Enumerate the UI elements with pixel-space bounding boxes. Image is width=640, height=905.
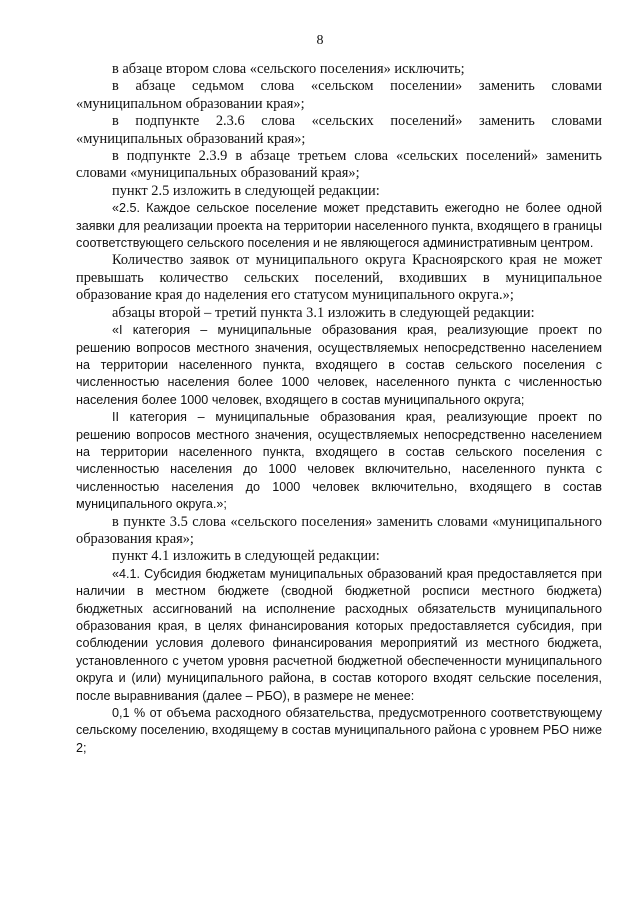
paragraph-10: II категория – муниципальные образования края, реализующие проект по решению вопросов местного значения, осуществляемых непосредственно населением на территории населенного пункта, входящего в состав сельского поселения с численностью населения до 1000 человек включительно, населенного пункта с численностью населения до 1000 человек включительно, входящего в состав муниципального округа.»; (76, 410, 602, 512)
paragraph-9: «I категория – муниципальные образования края, реализующие проект по решению вопросов местного значения, осуществляемых непосредственно населением на территории населенного пункта, входящего в состав сельского поселения с численностью населения более 1000 человек, населенного пункта с численностью населения более 1000 человек, входящего в состав муниципального округа; (76, 323, 602, 407)
paragraph-6: «2.5. Каждое сельское поселение может представить ежегодно не более одной заявки для реализации проекта на территории населенного пункта, входящего в границы соответствующего сельского поселения и не являющегося административным центром. (76, 201, 602, 251)
paragraph-14: 0,1 % от объема расходного обязательства, предусмотренного соответствующему сельскому поселению, входящему в состав муниципального района с уровнем РБО ниже 2; (76, 706, 602, 755)
paragraph-4: в подпункте 2.3.9 в абзаце третьем слова «сельских поселений» заменить словами «муниципальных образований края»; (76, 148, 602, 182)
paragraph-1: в абзаце втором слова «сельского поселения» исключить; (112, 61, 465, 77)
paragraph-13: «4.1. Субсидия бюджетам муниципальных образований края предоставляется при наличии в местном бюджете (сводной бюджетной росписи местного бюджета) бюджетных ассигнований на исполнение расходных обязательств муниципального образования края, в целях финансирования которых предоставляется субсидия, при соблюдении условия долевого финансирования мероприятий из местного бюджета, установленного с учетом уровня расчетной бюджетной обеспеченности муниципального округа и (или) муниципального района, в состав которого входят сельские поселения, после выравнивания (далее – РБО), в размере не менее: (76, 566, 602, 703)
paragraph-3: в подпункте 2.3.6 слова «сельских поселений» заменить словами «муниципальных образований края»; (76, 113, 602, 147)
paragraph-2: в абзаце седьмом слова «сельском поселении» заменить словами «муниципальном образовании края»; (76, 78, 602, 112)
paragraph-12: пункт 4.1 изложить в следующей редакции: (112, 548, 380, 565)
paragraph-11: в пункте 3.5 слова «сельского поселения» заменить словами «муниципального образования края»; (76, 513, 602, 547)
paragraph-7: Количество заявок от муниципального округа Красноярского края не может превышать количество сельских поселений, входивших в муниципальное образование края до наделения его статусом муниципального округа.»; (76, 252, 602, 304)
document-body (76, 61, 602, 757)
paragraph-5: пункт 2.5 изложить в следующей редакции: (112, 182, 380, 199)
page-number: 8 (316, 33, 324, 48)
paragraph-8: абзацы второй – третий пункта 3.1 изложить в следующей редакции: (112, 304, 535, 321)
